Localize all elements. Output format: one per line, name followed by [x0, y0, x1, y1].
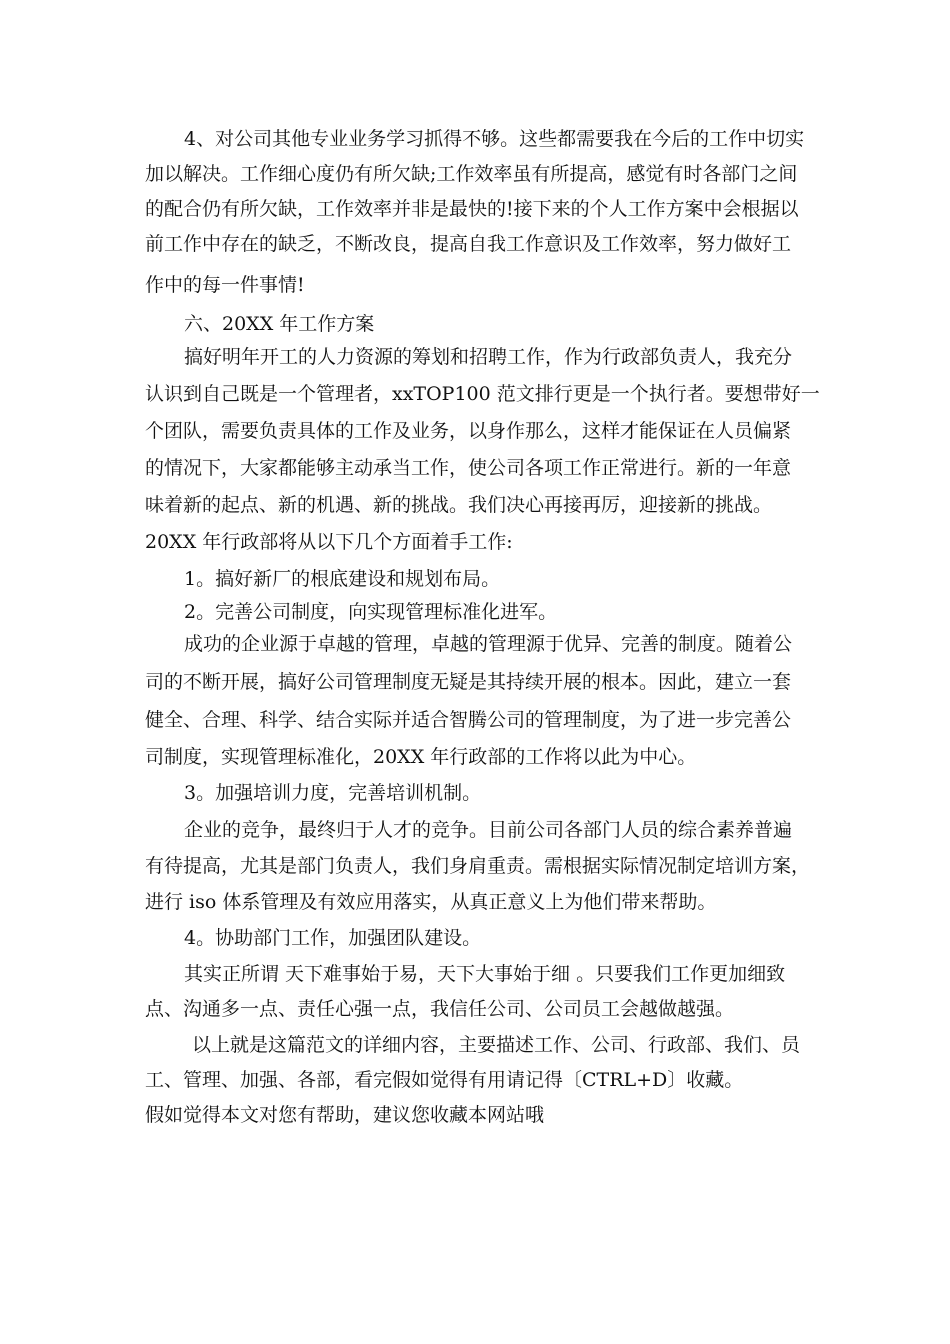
text-line: 20XX 年行政部将从以下几个方面着手工作: — [145, 531, 513, 553]
text-line: 其实正所谓 天下难事始于易，天下大事始于细 。只要我们工作更加细致 — [184, 963, 786, 985]
text-line: 前工作中存在的缺乏，不断改良，提高自我工作意识及工作效率，努力做好工 — [145, 233, 792, 255]
text-line: 认识到自己既是一个管理者，xxTOP100 范文排行更是一个执行者。要想带好一 — [145, 383, 820, 405]
text-line: 味着新的起点、新的机遇、新的挑战。我们决心再接再厉，迎接新的挑战。 — [145, 494, 773, 516]
list-item: 1。搞好新厂的根底建设和规划布局。 — [184, 568, 501, 590]
text-line: 企业的竞争，最终归于人才的竞争。目前公司各部门人员的综合素养普遍 — [184, 819, 793, 841]
closing-note: 假如觉得本文对您有帮助，建议您收藏本网站哦 — [145, 1104, 545, 1126]
text-line: 工、管理、加强、各部，看完假如觉得有用请记得〔CTRL+D〕收藏。 — [145, 1069, 744, 1091]
text-line: 个团队，需要负责具体的工作及业务，以身作那么，这样才能保证在人员偏紧 — [145, 420, 792, 442]
text-line: 成功的企业源于卓越的管理，卓越的管理源于优异、完善的制度。随着公 — [184, 633, 793, 655]
text-line: 有待提高，尤其是部门负责人，我们身肩重责。需根据实际情况制定培训方案， — [145, 855, 811, 877]
text-line: 进行 iso 体系管理及有效应用落实，从真正意义上为他们带来帮助。 — [145, 891, 717, 913]
section-heading: 六、20XX 年工作方案 — [184, 313, 375, 335]
text-line: 司制度，实现管理标准化，20XX 年行政部的工作将以此为中心。 — [145, 746, 697, 768]
list-item: 2。完善公司制度，向实现管理标准化进军。 — [184, 601, 558, 623]
text-line: 健全、合理、科学、结合实际并适合智腾公司的管理制度，为了进一步完善公 — [145, 709, 792, 731]
text-line: 的配合仍有所欠缺，工作效率并非是最快的!接下来的个人工作方案中会根据以 — [145, 198, 799, 220]
text-line: 搞好明年开工的人力资源的筹划和招聘工作，作为行政部负责人，我充分 — [184, 346, 793, 368]
text-line: 的情况下，大家都能够主动承当工作，使公司各项工作正常进行。新的一年意 — [145, 457, 792, 479]
list-item: 3。加强培训力度，完善培训机制。 — [184, 782, 482, 804]
list-item: 4。协助部门工作，加强团队建设。 — [184, 927, 482, 949]
text-line: 加以解决。工作细心度仍有所欠缺;工作效率虽有所提高，感觉有时各部门之间 — [145, 163, 798, 185]
text-line: 点、沟通多一点、责任心强一点，我信任公司、公司员工会越做越强。 — [145, 998, 735, 1020]
text-line: 4、对公司其他专业业务学习抓得不够。这些都需要我在今后的工作中切实 — [184, 128, 805, 150]
text-line: 作中的每一件事情! — [145, 274, 305, 296]
text-line: 以上就是这篇范文的详细内容，主要描述工作、公司、行政部、我们、员 — [192, 1034, 801, 1056]
text-line: 司的不断开展，搞好公司管理制度无疑是其持续开展的根本。因此，建立一套 — [145, 671, 792, 693]
